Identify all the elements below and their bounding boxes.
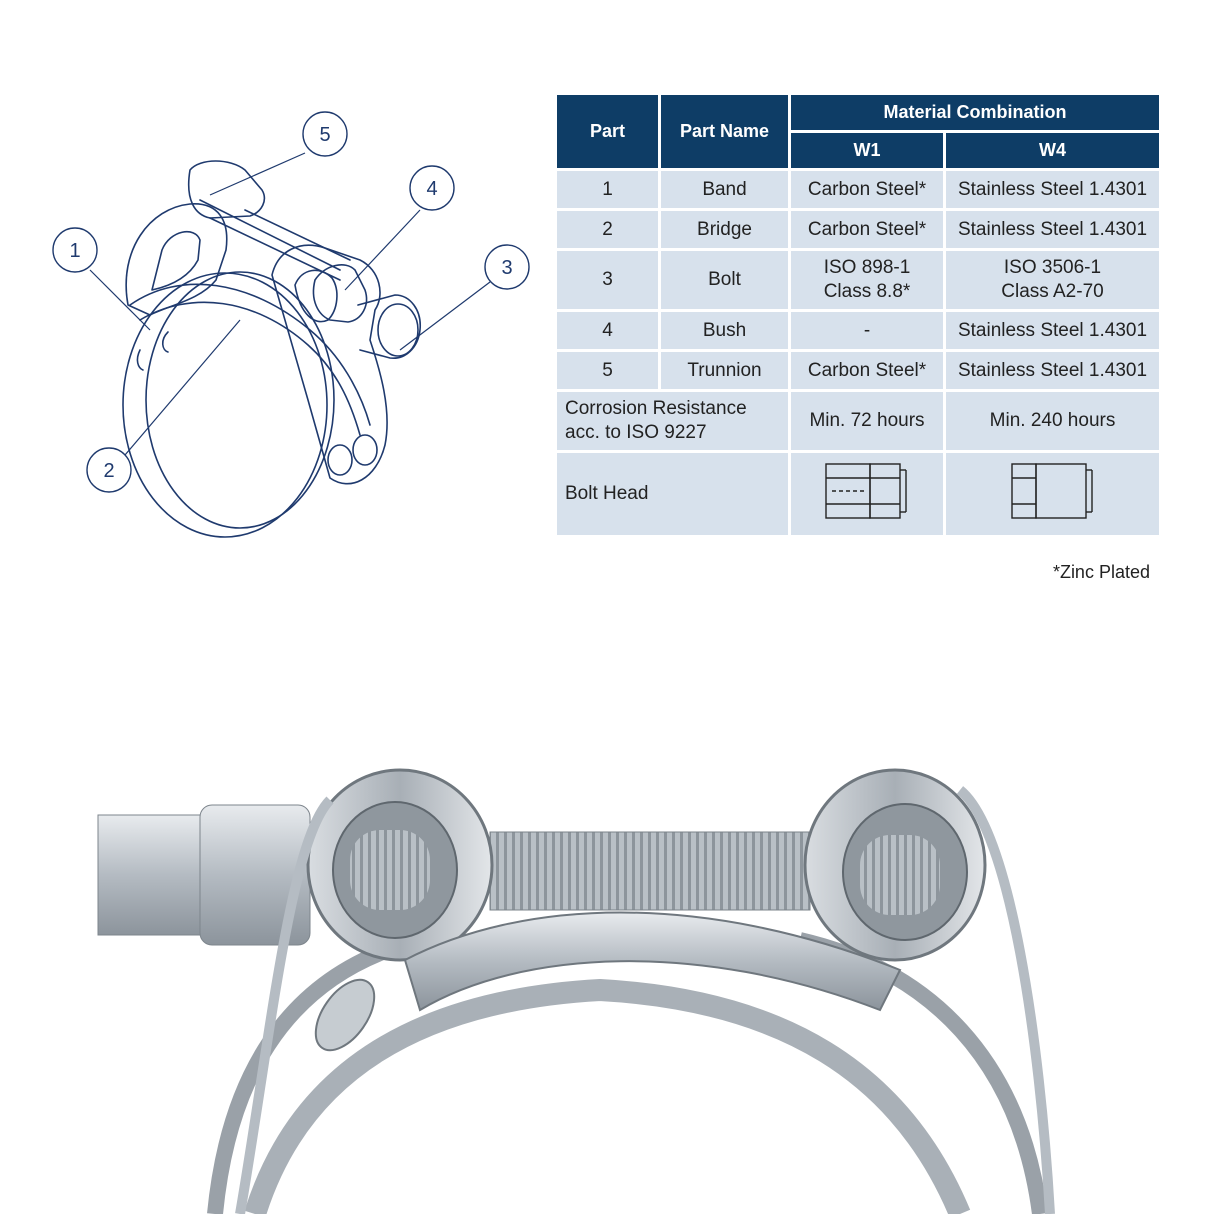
table-row (557, 312, 1159, 349)
cell-w1-line1: ISO 898-1 (823, 257, 911, 278)
cell-w4: Stainless Steel 1.4301 (946, 171, 1159, 208)
cell-corrosion-label (557, 392, 788, 450)
cell-w1: - (791, 312, 943, 349)
clamp-exploded-diagram (40, 100, 540, 560)
callout-1-label: 1 (69, 240, 81, 262)
cell-part: 2 (557, 211, 658, 248)
cell-w1-line2: Class 8.8* (823, 281, 911, 302)
internal-hex-bolt-head-icon (822, 460, 912, 522)
table-row-bolt-head (557, 453, 1159, 535)
cell-part-name: Bridge (661, 211, 788, 248)
cell-part: 3 (557, 251, 658, 309)
cell-w1: Carbon Steel* (791, 171, 943, 208)
cell-w4: Stainless Steel 1.4301 (946, 352, 1159, 389)
corrosion-label-line1: Corrosion Resistance (565, 398, 747, 419)
table-row (557, 352, 1159, 389)
header-w4: W4 (946, 133, 1159, 168)
cell-bolt-head-w1 (791, 453, 943, 535)
cell-w4: Stainless Steel 1.4301 (946, 312, 1159, 349)
header-part-name: Part Name (661, 95, 788, 168)
cell-corrosion-w4: Min. 240 hours (946, 392, 1159, 450)
cell-w1: Carbon Steel* (791, 211, 943, 248)
header-w1: W1 (791, 133, 943, 168)
material-spec-table (554, 92, 1162, 538)
cell-w4-line1: ISO 3506-1 (1003, 257, 1102, 278)
external-hex-bolt-head-icon (1008, 460, 1098, 522)
cell-part: 1 (557, 171, 658, 208)
cell-part-name: Band (661, 171, 788, 208)
cell-bolt-head-label: Bolt Head (557, 453, 788, 535)
table-row (557, 171, 1159, 208)
footnote: *Zinc Plated (1052, 562, 1150, 582)
table-row-corrosion (557, 392, 1159, 450)
cell-w4: Stainless Steel 1.4301 (946, 211, 1159, 248)
table-row (557, 211, 1159, 248)
cell-part-name: Bush (661, 312, 788, 349)
cell-corrosion-w1: Min. 72 hours (791, 392, 943, 450)
header-part: Part (557, 95, 658, 168)
callout-4-label: 4 (426, 178, 438, 200)
callout-5-label: 5 (319, 124, 331, 146)
cell-w4 (946, 251, 1159, 309)
cell-w4-line2: Class A2-70 (1001, 281, 1104, 302)
table-row (557, 251, 1159, 309)
cell-w1: Carbon Steel* (791, 352, 943, 389)
clamp-product-photo (0, 640, 1214, 1214)
cell-bolt-head-w4 (946, 453, 1159, 535)
cell-part-name: Trunnion (661, 352, 788, 389)
header-material-combination: Material Combination (791, 95, 1159, 130)
callout-2-label: 2 (103, 460, 115, 482)
corrosion-label-line2: acc. to ISO 9227 (565, 422, 707, 443)
cell-part: 4 (557, 312, 658, 349)
cell-part: 5 (557, 352, 658, 389)
callout-3-label: 3 (501, 257, 513, 279)
cell-part-name: Bolt (661, 251, 788, 309)
cell-w1 (791, 251, 943, 309)
